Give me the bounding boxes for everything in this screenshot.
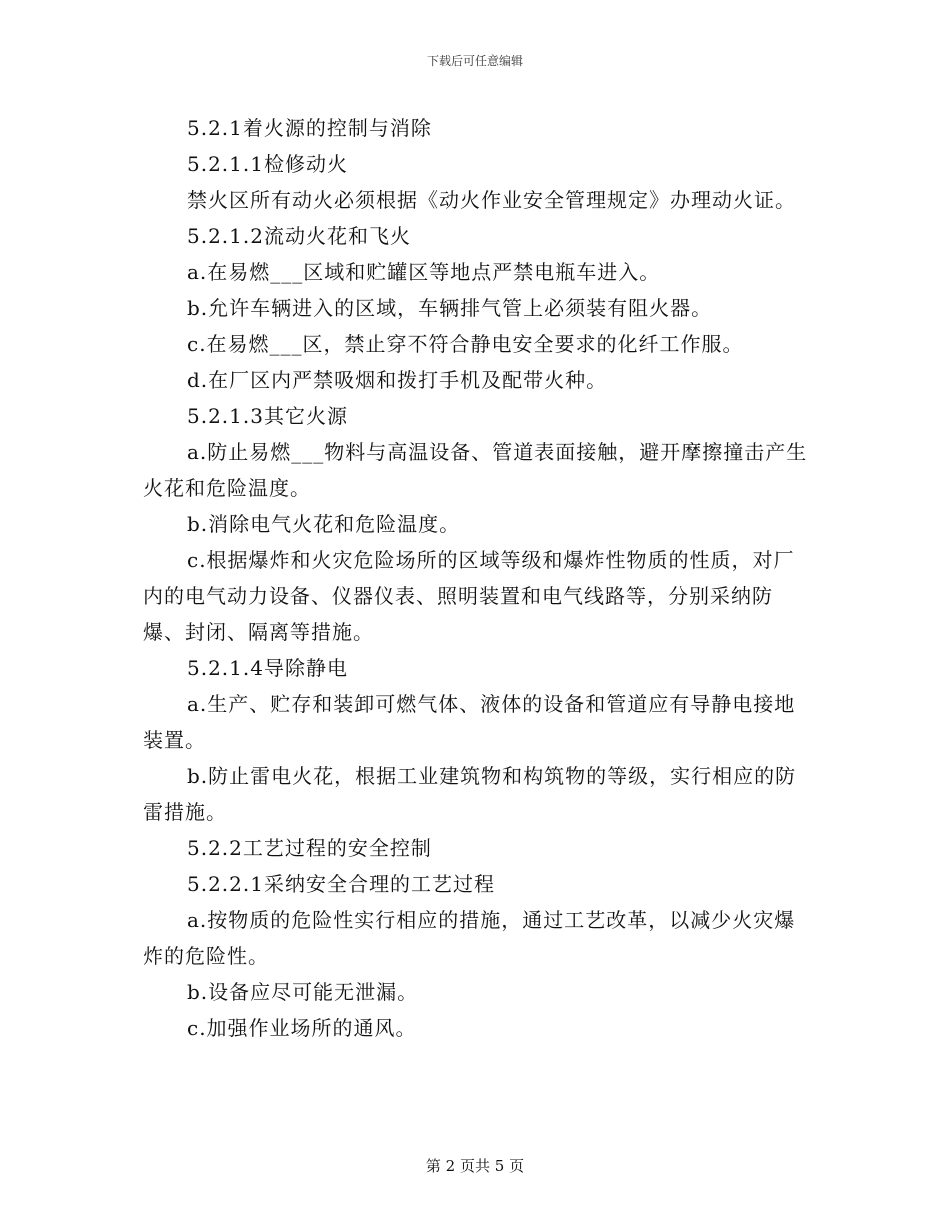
page-header: 下载后可任意编辑 xyxy=(426,54,523,68)
list-item: c.根据爆炸和火灾危险场所的区域等级和爆炸性物质的性质，对厂内的电气动力设备、仪器仪表、照明装置和电气线路等，分别采纳防爆、封闭、隔离等措施。 xyxy=(143,548,795,644)
list-item: b.消除电气火花和危险温度。 xyxy=(187,512,461,536)
list-item: b.允许车辆进入的区域，车辆排气管上必须装有阻火器。 xyxy=(187,296,713,320)
subsection-heading: 5.2.1.3其它火源 xyxy=(187,404,348,428)
list-item: b.设备应尽可能无泄漏。 xyxy=(187,980,419,1004)
document-body xyxy=(143,110,813,1046)
list-item: b.防止雷电火花，根据工业建筑物和构筑物的等级，实行相应的防雷措施。 xyxy=(143,764,797,824)
subsection-heading: 5.2.1.1检修动火 xyxy=(187,152,348,176)
list-item: a.按物质的危险性实行相应的措施，通过工艺改革，以减少火灾爆炸的危险性。 xyxy=(143,908,796,968)
subsection-heading: 5.2.1.4导除静电 xyxy=(187,656,348,680)
paragraph: 禁火区所有动火必须根据《动火作业安全管理规定》办理动火证。 xyxy=(187,188,796,212)
section-heading: 5.2.1着火源的控制与消除 xyxy=(187,116,432,140)
list-item: d.在厂区内严禁吸烟和拨打手机及配带火种。 xyxy=(187,368,608,392)
list-item: a.防止易燃___物料与高温设备、管道表面接触，避开摩擦撞击产生火花和危险温度。 xyxy=(143,440,808,500)
list-item: a.在易燃___区域和贮罐区等地点严禁电瓶车进入。 xyxy=(187,260,661,284)
list-item: c.在易燃___区，禁止穿不符合静电安全要求的化纤工作服。 xyxy=(187,332,744,356)
list-item: c.加强作业场所的通风。 xyxy=(187,1016,417,1040)
subsection-heading: 5.2.2.1采纳安全合理的工艺过程 xyxy=(187,872,495,896)
page-footer: 第 2 页共 5 页 xyxy=(425,1157,525,1175)
list-item: a.生产、贮存和装卸可燃气体、液体的设备和管道应有导静电接地装置。 xyxy=(143,692,796,752)
section-heading: 5.2.2工艺过程的安全控制 xyxy=(187,836,432,860)
subsection-heading: 5.2.1.2流动火花和飞火 xyxy=(187,224,411,248)
